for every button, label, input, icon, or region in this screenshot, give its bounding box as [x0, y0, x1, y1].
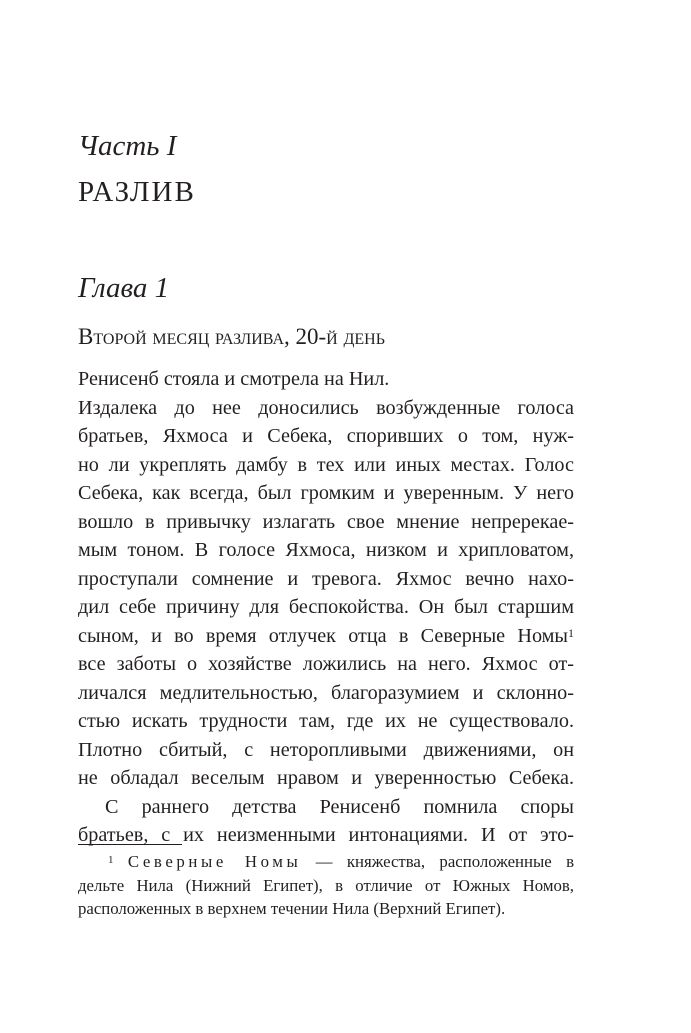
text-line: братьев, с их неизменными интонациями. И от это-	[78, 824, 574, 846]
text-line-content: сыном, и во время отлучек отца в Северные Номы	[78, 624, 568, 647]
text-line-with-footnote	[78, 622, 574, 651]
footnote-text: — княжества, расположенные в	[301, 852, 575, 871]
footnote-number: 1	[108, 854, 114, 866]
text-line: Плотно сбитый, с неторопливыми движениями, он	[78, 738, 574, 761]
text-line: братьев, Яхмоса и Себека, споривших о том, нуж-	[78, 425, 574, 447]
text-line: но ли укреплять дамбу в тех или иных местах. Голос	[78, 453, 574, 476]
footnote-line	[78, 850, 574, 874]
footnote-line: дельте Нила (Нижний Египет), в отличие от Южных Номов,	[78, 875, 574, 895]
footnote-divider	[78, 844, 182, 845]
footnote	[78, 850, 574, 921]
text-line: не обладал веселым нравом и уверенностью Себека.	[78, 767, 574, 789]
chapter-subtitle: Второй месяц разлива, 20-й день	[78, 324, 385, 349]
body-text	[78, 365, 574, 850]
text-line: личался медлительностью, благоразумием и склонно-	[78, 681, 574, 704]
footnote-term: Северные Номы	[127, 852, 302, 871]
part-label: Часть I	[78, 130, 177, 162]
text-line: проступали сомнение и тревога. Яхмос вечно нахо-	[78, 567, 574, 590]
text-line: все заботы о хозяйстве ложились на него. Яхмос от-	[78, 653, 574, 675]
part-title: РАЗЛИВ	[78, 176, 196, 208]
footnote-line: расположенных в верхнем течении Нила (Верхний Египет).	[78, 899, 506, 918]
text-line: Ренисенб стояла и смотрела на Нил.	[78, 368, 390, 390]
text-line: вошло в привычку излагать свое мнение непререкае-	[78, 510, 574, 533]
text-line: мым тоном. В голосе Яхмоса, низком и хрипловатом,	[78, 539, 574, 561]
text-line: Себека, как всегда, был громким и уверенным. У него	[78, 482, 574, 504]
text-line: стью искать трудности там, где их не существовало.	[78, 710, 574, 732]
text-line: Издалека до нее доносились возбужденные голоса	[78, 396, 574, 419]
chapter-label: Глава 1	[78, 272, 170, 304]
text-line: С раннего детства Ренисенб помнила споры	[105, 795, 574, 818]
text-line: дил себе причину для беспокойства. Он был старшим	[78, 596, 574, 618]
footnote-reference: 1	[568, 625, 574, 640]
